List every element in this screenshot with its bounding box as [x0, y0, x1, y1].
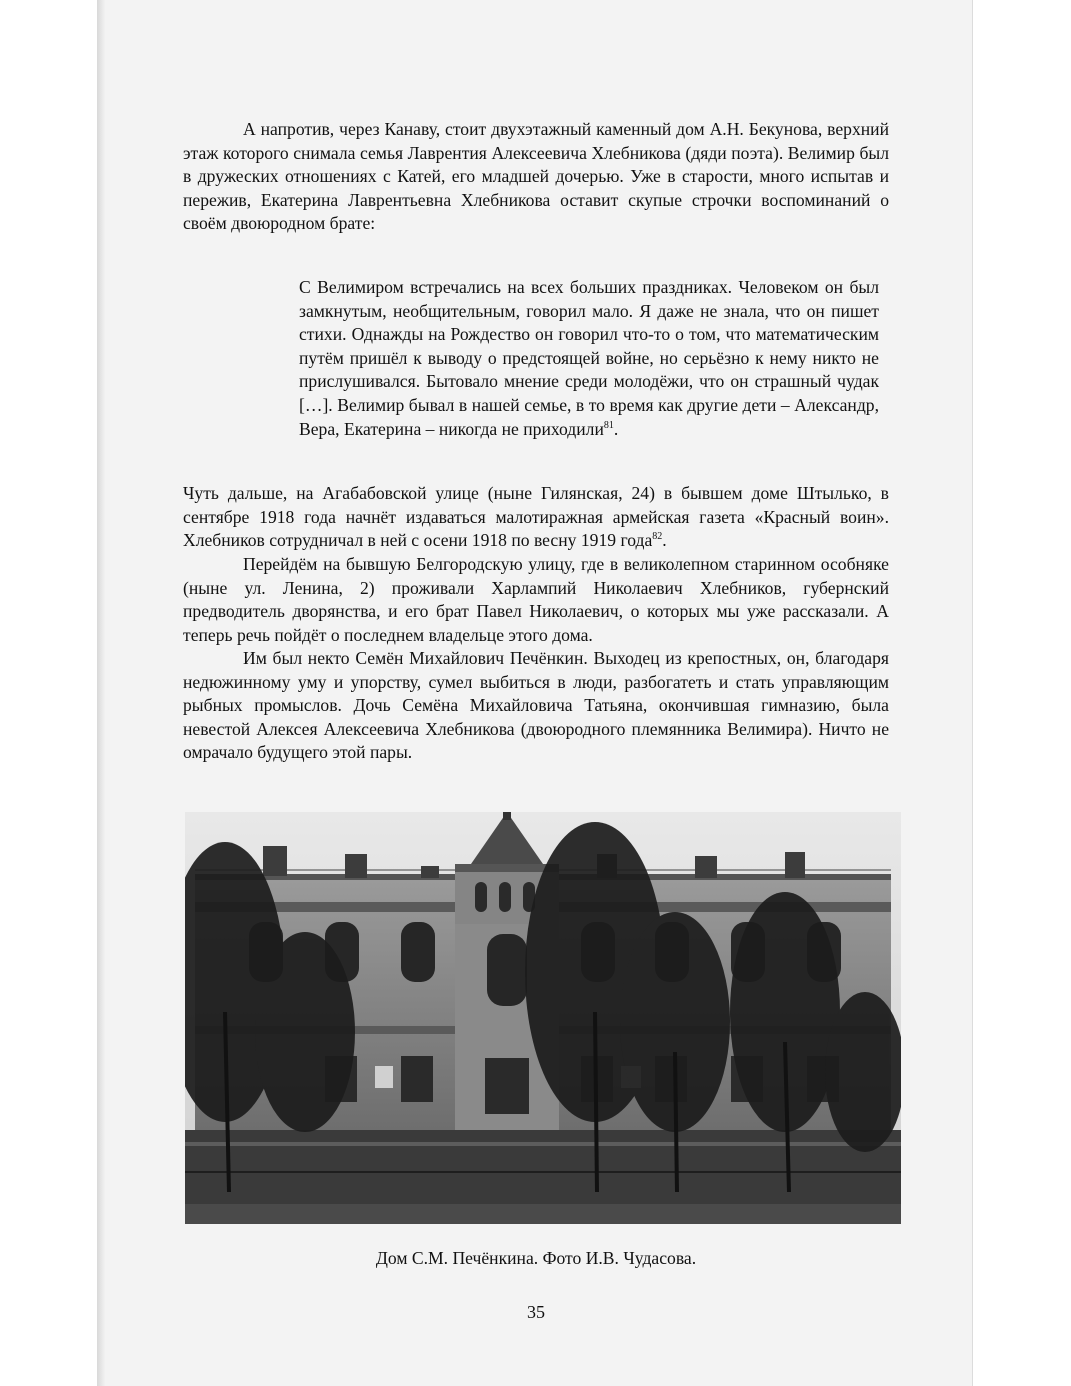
- page-edge-shadow: [97, 0, 105, 1386]
- scan-background-left: [0, 0, 97, 1386]
- photo-caption: Дом С.М. Печёнкина. Фото И.В. Чудасова.: [375, 1248, 697, 1268]
- footnote-ref-82[interactable]: 82: [652, 531, 663, 543]
- paragraph-2: [183, 482, 889, 553]
- quote-text: С Велимиром встречались на всех больших праздниках. Человеком он был замкнутым, необщительным, говорил мало. Я даже не знала, что он пишет стихи. Однажды на Рождество он говорил что-то о том, что математическим путём пришёл к выводу о предстоящей войне, но серьёзно к нему никто не прислушивался. Бытовало мнение среди молодёжи, что он страшный чудак […]. Велимир бывал в нашей семье, в то время как другие дети – Александр, Вера, Екатерина – никогда не приходили: [299, 277, 879, 439]
- paragraph-2-end: .: [662, 530, 667, 551]
- quote-block: [299, 276, 879, 441]
- scan-background-right: [972, 0, 1071, 1386]
- paragraph-2-text: Чуть дальше, на Агабабовской улице (ныне Гилянская, 24) в бывшем доме Штылько, в сентябре 1918 года начнёт издаваться малотиражная армейская газета «Красный воин». Хлебников сотрудничал в ней с осени 1918 по весну 1919 года: [183, 483, 889, 551]
- page-number: 35: [527, 1302, 545, 1322]
- paragraph-3: Перейдём на бывшую Белгородскую улицу, где в великолепном старинном особняке (ныне ул. Ленина, 2) проживали Харлампий Николаевич Хлебников, губернский предводитель дворянства, и его брат Павел Николаевич, о которых мы уже рассказали. А теперь речь пойдёт о последнем владельце этого дома.: [183, 554, 889, 645]
- paragraph-4: Им был некто Семён Михайлович Печёнкин. Выходец из крепостных, он, благодаря недюжинному уму и упорству, сумел выбиться в люди, разбогатеть и стать управляющим рыбных промыслов. Дочь Семёна Михайловича Татьяна, окончившая гимназию, была невестой Алексея Алексеевича Хлебникова (двоюродного племянника Велимира). Ничто не омрачало будущего этой пары.: [183, 648, 889, 763]
- paragraph-1: А напротив, через Канаву, стоит двухэтажный каменный дом А.Н. Бекунова, верхний этаж которого снимала семья Лаврентия Алексеевича Хлебникова (дяди поэта). Велимир был в дружеских отношениях с Катей, его младшей дочерью. Уже в старости, много испытав и пережив, Екатерина Лаврентьевна Хлебникова оставит скупые строчки воспоминаний о своём двоюродном брате:: [183, 119, 889, 234]
- building-photo: [185, 812, 901, 1224]
- quote-end: .: [613, 418, 619, 439]
- footnote-ref-81[interactable]: 81: [603, 419, 614, 431]
